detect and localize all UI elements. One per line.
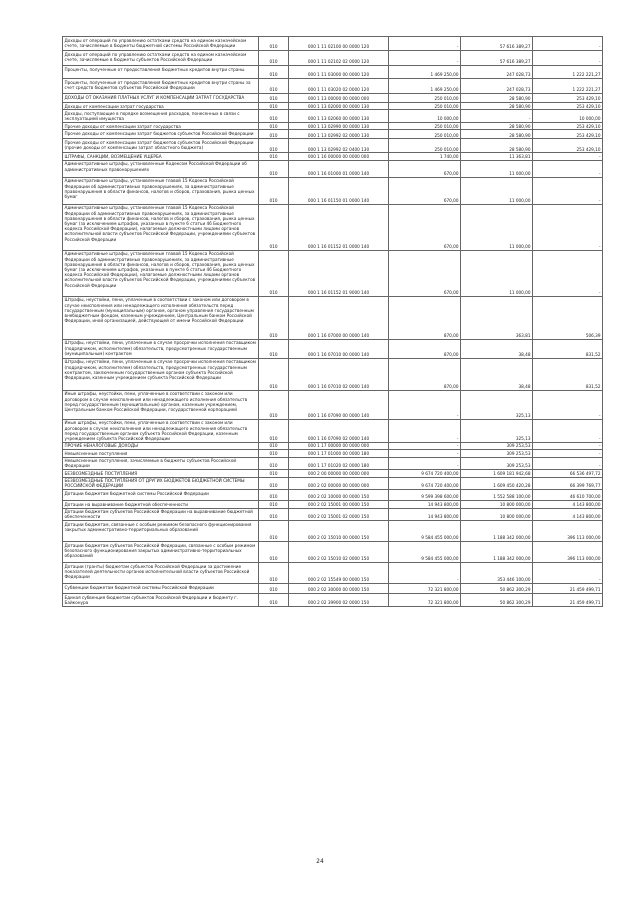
row-executed-amount: 1 609 181 942,68 — [461, 470, 533, 477]
row-approved-amount: 870,00 — [389, 358, 461, 390]
row-code: 010 — [259, 584, 289, 594]
row-budget-code: 000 1 17 00000 00 0000 000 — [289, 442, 389, 449]
row-code: 010 — [259, 490, 289, 501]
row-executed-amount: 10 800 000,00 — [461, 501, 533, 508]
row-remaining-amount: 396 113 000,00 — [533, 542, 603, 563]
row-approved-amount: 10 000,00 — [389, 110, 461, 123]
table-row — [63, 563, 603, 584]
row-name: ШТРАФЫ, САНКЦИИ, ВОЗМЕЩЕНИЕ УЩЕРБА — [63, 153, 259, 160]
row-name: БЕЗВОЗМЕЗДНЫЕ ПОСТУПЛЕНИЯ ОТ ДРУГИХ БЮДЖЕТОВ БЮДЖЕТНОЙ СИСТЕМЫ РОССИЙСКОЙ ФЕДЕРАЦИИ — [63, 477, 259, 490]
table-row — [63, 358, 603, 390]
row-approved-amount: 250 010,00 — [389, 103, 461, 110]
row-code: 010 — [259, 153, 289, 160]
row-remaining-amount: - — [533, 37, 603, 51]
table-row — [63, 51, 603, 66]
row-approved-amount: 250 010,00 — [389, 130, 461, 139]
row-budget-code: 000 2 02 15010 02 0000 150 — [289, 542, 389, 563]
row-code: 010 — [259, 66, 289, 79]
table-row — [63, 160, 603, 177]
row-code: 010 — [259, 508, 289, 521]
row-code: 010 — [259, 51, 289, 66]
row-budget-code: 000 1 13 00000 00 0000 000 — [289, 94, 389, 103]
row-name: Дотации бюджетам бюджетной системы Российской Федерации — [63, 490, 259, 501]
row-code: 010 — [259, 339, 289, 358]
table-row — [63, 457, 603, 470]
row-remaining-amount: - — [533, 390, 603, 419]
row-name: ДОХОДЫ ОТ ОКАЗАНИЯ ПЛАТНЫХ УСЛУГ И КОМПЕНСАЦИИ ЗАТРАТ ГОСУДАРСТВА — [63, 94, 259, 103]
row-approved-amount: 670,00 — [389, 250, 461, 296]
row-remaining-amount: 253 429,10 — [533, 130, 603, 139]
row-remaining-amount: 253 429,10 — [533, 103, 603, 110]
row-code: 010 — [259, 130, 289, 139]
row-budget-code: 000 2 00 00000 00 0000 000 — [289, 470, 389, 477]
row-approved-amount: - — [389, 442, 461, 449]
row-name: Штрафы, неустойки, пени, уплаченные в случае просрочки исполнения поставщиком (подрядчиком, исполнителем) обязательств, предусмотренных государственным контрактом, заключенным государственным органом субъекта Российской Федерации, казенным учреждением субъекта Российской Федерации — [63, 358, 259, 390]
row-executed-amount: 28 580,90 — [461, 94, 533, 103]
row-code: 010 — [259, 521, 289, 542]
row-budget-code: 000 1 17 01020 02 0000 180 — [289, 457, 389, 470]
row-executed-amount: 10 800 000,00 — [461, 508, 533, 521]
row-remaining-amount: - — [533, 457, 603, 470]
table-row — [63, 470, 603, 477]
row-executed-amount: 50 862 300,29 — [461, 594, 533, 607]
row-executed-amount: 1 552 588 100,00 — [461, 490, 533, 501]
row-code: 010 — [259, 204, 289, 250]
row-executed-amount: 1 188 342 000,00 — [461, 521, 533, 542]
row-name: Штрафы, неустойки, пени, уплаченные в соответствии с законом или договором в случае неисполнения или ненадлежащего исполнения обязательств перед государственным (муниципальным) органом, органом управления государственным внебюджетным фондом, казенным учреждением, Центральным банком Российской Федерации, иной организацией, действующей от имени Российской Федерации — [63, 296, 259, 339]
row-name: Невыясненные поступления, зачисляемые в бюджеты субъектов Российской Федерации — [63, 457, 259, 470]
row-name: Субвенции бюджетам бюджетной системы Российской Федерации — [63, 584, 259, 594]
row-budget-code: 000 1 16 01150 01 0000 140 — [289, 177, 389, 204]
row-code: 010 — [259, 358, 289, 390]
row-budget-code: 000 2 02 39900 02 0000 150 — [289, 594, 389, 607]
row-code: 010 — [259, 470, 289, 477]
budget-execution-table — [62, 36, 603, 607]
row-budget-code: 000 1 13 02990 00 0000 130 — [289, 122, 389, 129]
row-code: 010 — [259, 390, 289, 419]
row-name: Доходы от компенсации затрат государства — [63, 103, 259, 110]
row-name: Прочие доходы от компенсации затрат государства — [63, 122, 259, 129]
row-code: 010 — [259, 501, 289, 508]
row-name: Административные штрафы, установленные главой 15 Кодекса Российской Федерации об административных правонарушениях, за административные правонарушения в области финансов, налогов и сборов, страхования, рынка ценных бумаг — [63, 177, 259, 204]
row-code: 010 — [259, 442, 289, 449]
row-remaining-amount: - — [533, 153, 603, 160]
row-approved-amount: 9 599 398 600,00 — [389, 490, 461, 501]
row-budget-code: 000 1 13 02000 00 0000 130 — [289, 103, 389, 110]
row-executed-amount: 309 253,53 — [461, 442, 533, 449]
row-approved-amount: 9 674 720 400,00 — [389, 477, 461, 490]
row-code: 010 — [259, 177, 289, 204]
row-approved-amount: 670,00 — [389, 177, 461, 204]
row-approved-amount: 670,00 — [389, 160, 461, 177]
row-executed-amount: 353 446 100,00 — [461, 563, 533, 584]
row-code: 010 — [259, 594, 289, 607]
row-approved-amount: - — [389, 37, 461, 51]
row-approved-amount: 9 674 720 400,00 — [389, 470, 461, 477]
row-approved-amount: 1 469 250,00 — [389, 79, 461, 94]
row-name: БЕЗВОЗМЕЗДНЫЕ ПОСТУПЛЕНИЯ — [63, 470, 259, 477]
table-row — [63, 94, 603, 103]
row-approved-amount: 870,00 — [389, 339, 461, 358]
row-budget-code: 000 1 16 01000 01 0000 140 — [289, 160, 389, 177]
row-executed-amount: 11 000,00 — [461, 250, 533, 296]
row-remaining-amount: - — [533, 204, 603, 250]
row-approved-amount: 1 469 250,00 — [389, 66, 461, 79]
row-executed-amount: 57 616 389,27 — [461, 51, 533, 66]
row-remaining-amount: 46 610 700,00 — [533, 490, 603, 501]
row-name: Единая субвенция бюджетам субъектов Российской Федерации и бюджету г. Байконура — [63, 594, 259, 607]
row-approved-amount: 250 010,00 — [389, 94, 461, 103]
row-name: Невыясненные поступления — [63, 450, 259, 457]
row-executed-amount: 38,48 — [461, 358, 533, 390]
row-name: Иные штрафы, неустойки, пени, уплаченные в соответствии с законом или договором в случае неисполнения или ненадлежащего исполнения обязательств перед государственным (муниципальным) органом, казенным учреждением, Центральным банком Российской Федерации, государственной корпорацией — [63, 390, 259, 419]
row-budget-code: 000 1 16 01152 01 9000 140 — [289, 250, 389, 296]
row-remaining-amount: 831,52 — [533, 339, 603, 358]
row-budget-code: 000 1 16 07010 02 0000 140 — [289, 358, 389, 390]
row-approved-amount: - — [389, 390, 461, 419]
row-remaining-amount: 66 399 769,77 — [533, 477, 603, 490]
row-remaining-amount: - — [533, 419, 603, 442]
row-approved-amount: 250 010,00 — [389, 122, 461, 129]
row-budget-code: 000 2 02 15001 00 0000 150 — [289, 501, 389, 508]
table-body — [63, 37, 603, 607]
table-row — [63, 296, 603, 339]
table-row — [63, 79, 603, 94]
row-name: Дотации бюджетам, связанные с особым режимом безопасного функционирования закрытых административно-территориальных образований — [63, 521, 259, 542]
row-executed-amount: 1 609 450 420,28 — [461, 477, 533, 490]
row-remaining-amount: - — [533, 450, 603, 457]
row-remaining-amount: 506,39 — [533, 296, 603, 339]
row-budget-code: 000 1 11 02100 00 0000 120 — [289, 37, 389, 51]
row-name: Штрафы, неустойки, пени, уплаченные в случае просрочки исполнения поставщиком (подрядчиком, исполнителем) обязательств, предусмотренных государственным (муниципальным) контрактом — [63, 339, 259, 358]
table-row — [63, 584, 603, 594]
row-code: 010 — [259, 110, 289, 123]
row-remaining-amount: 4 143 800,00 — [533, 508, 603, 521]
row-budget-code: 000 2 02 15010 00 0000 150 — [289, 521, 389, 542]
row-budget-code: 000 2 02 15001 02 0000 150 — [289, 508, 389, 521]
row-approved-amount: 72 321 800,00 — [389, 584, 461, 594]
row-code: 010 — [259, 103, 289, 110]
row-budget-code: 000 1 13 02992 02 0400 130 — [289, 139, 389, 153]
row-remaining-amount: 1 222 221,27 — [533, 79, 603, 94]
row-executed-amount: 11 363,81 — [461, 153, 533, 160]
row-remaining-amount: - — [533, 442, 603, 449]
row-name: Дотации (гранты) бюджетам субъектов Российской Федерации за достижение показателей деятельности органов исполнительной власти субъектов Российской Федерации — [63, 563, 259, 584]
row-code: 010 — [259, 250, 289, 296]
row-name: Административные штрафы, установленные главой 15 Кодекса Российской Федерации об административных правонарушениях, за административные правонарушения в области финансов, налогов и сборов, страхования, рынка ценных бумаг (за исключением штрафов, указанных в пункте 6 статьи 46 Бюджетного кодекса Российской Федерации), налагаемые должностными лицами органов исполнительной власти субъектов Российской Федерации, учреждениями субъектов Российской Федерации — [63, 250, 259, 296]
row-approved-amount: 250 010,00 — [389, 139, 461, 153]
row-remaining-amount: 253 429,10 — [533, 122, 603, 129]
row-name: Проценты, полученные от предоставления бюджетных кредитов внутри страны за счет средств бюджетов субъектов Российской Федерации — [63, 79, 259, 94]
row-executed-amount: 28 580,90 — [461, 130, 533, 139]
row-remaining-amount: - — [533, 160, 603, 177]
row-budget-code: 000 1 16 07000 00 0000 140 — [289, 296, 389, 339]
row-code: 010 — [259, 477, 289, 490]
row-approved-amount: 72 321 800,00 — [389, 594, 461, 607]
row-executed-amount: - — [461, 110, 533, 123]
row-approved-amount: 670,00 — [389, 204, 461, 250]
row-budget-code: 000 1 13 02992 02 0000 130 — [289, 130, 389, 139]
row-approved-amount: 14 943 800,00 — [389, 508, 461, 521]
table-row — [63, 110, 603, 123]
row-code: 010 — [259, 450, 289, 457]
row-approved-amount: 9 584 455 000,00 — [389, 521, 461, 542]
row-code: 010 — [259, 296, 289, 339]
table-row — [63, 139, 603, 153]
row-remaining-amount: 10 000,00 — [533, 110, 603, 123]
row-approved-amount: - — [389, 419, 461, 442]
row-budget-code: 000 1 16 01152 01 0000 140 — [289, 204, 389, 250]
row-remaining-amount: 1 222 221,27 — [533, 66, 603, 79]
table-row — [63, 177, 603, 204]
table-row — [63, 594, 603, 607]
row-budget-code: 000 1 16 07090 02 0000 140 — [289, 419, 389, 442]
page-number: 24 — [316, 858, 324, 865]
table-row — [63, 250, 603, 296]
row-name: Иные штрафы, неустойки, пени, уплаченные в соответствии с законом или договором в случае неисполнения или ненадлежащего исполнения обязательств перед государственным органом субъекта Российской Федерации, казенным учреждением субъекта Российской Федерации — [63, 419, 259, 442]
row-executed-amount: 325,13 — [461, 390, 533, 419]
row-remaining-amount: - — [533, 51, 603, 66]
table-row — [63, 508, 603, 521]
row-remaining-amount: - — [533, 177, 603, 204]
row-executed-amount: 309 253,53 — [461, 450, 533, 457]
row-name: ПРОЧИЕ НЕНАЛОГОВЫЕ ДОХОДЫ — [63, 442, 259, 449]
row-budget-code: 000 1 11 02102 02 0000 120 — [289, 51, 389, 66]
table-row — [63, 390, 603, 419]
row-budget-code: 000 2 02 15549 00 0000 150 — [289, 563, 389, 584]
row-name: Административные штрафы, установленные главой 15 Кодекса Российской Федерации об административных правонарушениях, за административные правонарушения в области финансов, налогов и сборов, страхования, рынка ценных бумаг (за исключением штрафов, указанных в пункте 6 статьи 46 Бюджетного кодекса Российской Федерации), налагаемые должностными лицами органов исполнительной власти субъектов Российской Федерации, учреждениями субъектов Российской Федерации — [63, 204, 259, 250]
row-budget-code: 000 1 13 02060 00 0000 130 — [289, 110, 389, 123]
row-budget-code: 000 1 16 07010 00 0000 140 — [289, 339, 389, 358]
row-executed-amount: 247 028,73 — [461, 79, 533, 94]
row-name: Доходы, поступающие в порядке возмещения расходов, понесенных в связи с эксплуатацией имущества — [63, 110, 259, 123]
row-approved-amount: - — [389, 450, 461, 457]
row-budget-code: 000 1 16 07090 00 0000 140 — [289, 390, 389, 419]
row-remaining-amount: 253 429,10 — [533, 139, 603, 153]
row-code: 010 — [259, 542, 289, 563]
row-name: Дотации бюджетам субъектов Российской Федерации, связанные с особым режимом безопасного функционирования закрытых административно-территориальных образований — [63, 542, 259, 563]
table-row — [63, 477, 603, 490]
table-row — [63, 521, 603, 542]
row-executed-amount: 247 028,73 — [461, 66, 533, 79]
table-row — [63, 490, 603, 501]
row-remaining-amount: - — [533, 563, 603, 584]
row-approved-amount: 9 584 455 000,00 — [389, 542, 461, 563]
row-remaining-amount: 21 459 499,71 — [533, 584, 603, 594]
row-code: 010 — [259, 79, 289, 94]
table-row — [63, 542, 603, 563]
row-code: 010 — [259, 94, 289, 103]
table-row — [63, 37, 603, 51]
row-remaining-amount: 831,52 — [533, 358, 603, 390]
table-row — [63, 442, 603, 449]
row-approved-amount: - — [389, 51, 461, 66]
row-budget-code: 000 2 02 10000 00 0000 150 — [289, 490, 389, 501]
row-remaining-amount: 4 143 800,00 — [533, 501, 603, 508]
row-budget-code: 000 1 11 03000 00 0000 120 — [289, 66, 389, 79]
row-budget-code: 000 1 16 00000 00 0000 000 — [289, 153, 389, 160]
row-name: Доходы от операций по управлению остатками средств на едином казначейском счете, зачисляемые в бюджеты бюджетной системы Российской Федерации — [63, 37, 259, 51]
row-executed-amount: 325,13 — [461, 419, 533, 442]
row-executed-amount: 28 580,90 — [461, 139, 533, 153]
table-row — [63, 103, 603, 110]
row-remaining-amount: 21 459 499,71 — [533, 594, 603, 607]
row-code: 010 — [259, 563, 289, 584]
row-name: Административные штрафы, установленные Кодексом Российской Федерации об административных правонарушениях — [63, 160, 259, 177]
row-name: Проценты, полученные от предоставления бюджетных кредитов внутри страны — [63, 66, 259, 79]
row-code: 010 — [259, 457, 289, 470]
row-remaining-amount: 396 113 000,00 — [533, 521, 603, 542]
row-code: 010 — [259, 139, 289, 153]
row-approved-amount: 14 943 800,00 — [389, 501, 461, 508]
row-code: 010 — [259, 122, 289, 129]
row-executed-amount: 363,81 — [461, 296, 533, 339]
table-row — [63, 339, 603, 358]
table-row — [63, 66, 603, 79]
table-row — [63, 130, 603, 139]
row-executed-amount: 28 580,90 — [461, 122, 533, 129]
row-approved-amount: - — [389, 457, 461, 470]
row-remaining-amount: 253 429,10 — [533, 94, 603, 103]
row-executed-amount: 38,48 — [461, 339, 533, 358]
table-row — [63, 419, 603, 442]
row-code: 010 — [259, 37, 289, 51]
row-executed-amount: 1 188 342 000,00 — [461, 542, 533, 563]
row-budget-code: 000 1 17 01000 00 0000 180 — [289, 450, 389, 457]
row-budget-code: 000 2 02 30000 00 0000 150 — [289, 584, 389, 594]
row-approved-amount: 870,00 — [389, 296, 461, 339]
row-executed-amount: 57 616 389,27 — [461, 37, 533, 51]
row-executed-amount: 309 253,53 — [461, 457, 533, 470]
row-name: Дотации на выравнивание бюджетной обеспеченности — [63, 501, 259, 508]
row-executed-amount: 11 000,00 — [461, 177, 533, 204]
table-row — [63, 450, 603, 457]
row-remaining-amount: 66 536 497,72 — [533, 470, 603, 477]
row-executed-amount: 50 862 300,29 — [461, 584, 533, 594]
row-remaining-amount: - — [533, 250, 603, 296]
row-executed-amount: 11 000,00 — [461, 204, 533, 250]
row-code: 010 — [259, 160, 289, 177]
row-name: Прочие доходы от компенсации затрат бюджетов субъектов Российской Федерации — [63, 130, 259, 139]
row-executed-amount: 11 000,00 — [461, 160, 533, 177]
row-code: 010 — [259, 419, 289, 442]
table-row — [63, 204, 603, 250]
row-approved-amount: 1 740,00 — [389, 153, 461, 160]
row-name: Прочие доходы от компенсации затрат бюджетов субъектов Российской Федерации (прочие доходы от компенсации затрат областного бюджета) — [63, 139, 259, 153]
table-row — [63, 122, 603, 129]
row-executed-amount: 28 580,90 — [461, 103, 533, 110]
row-budget-code: 000 2 02 00000 00 0000 000 — [289, 477, 389, 490]
row-budget-code: 000 1 11 03020 02 0000 120 — [289, 79, 389, 94]
row-approved-amount: - — [389, 563, 461, 584]
row-name: Дотации бюджетам субъектов Российской Федерации на выравнивание бюджетной обеспеченности — [63, 508, 259, 521]
row-name: Доходы от операций по управлению остатками средств на едином казначейском счете, зачисляемые в бюджеты субъектов Российской Федерации — [63, 51, 259, 66]
table-row — [63, 153, 603, 160]
table-row — [63, 501, 603, 508]
